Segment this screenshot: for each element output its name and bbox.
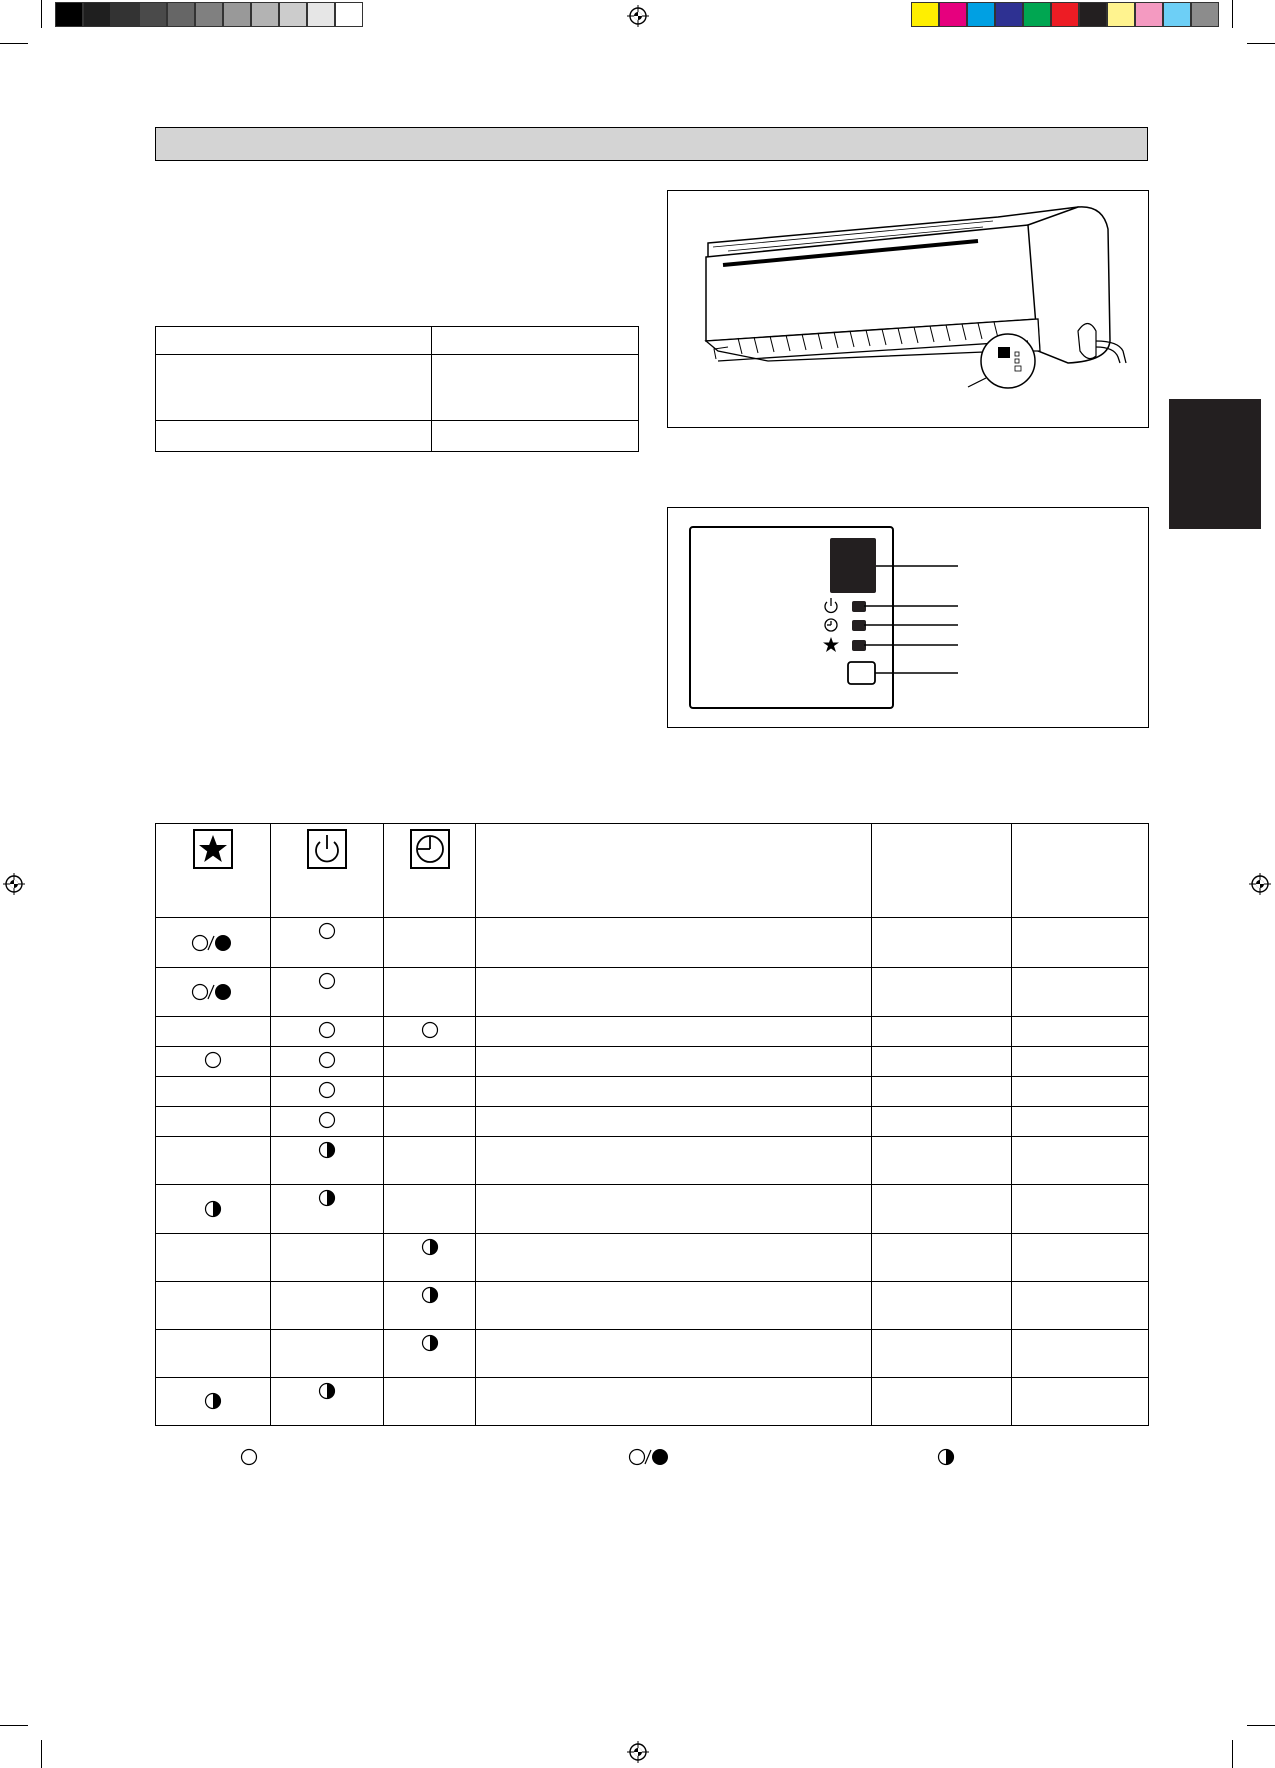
timer-indicator-cell (384, 1281, 476, 1329)
spec-cell (432, 421, 639, 452)
column-5-cell (872, 1077, 1012, 1107)
power-indicator-cell (271, 1077, 384, 1107)
star-icon (193, 829, 233, 869)
star-column-header (156, 824, 271, 918)
column-5-cell (872, 1047, 1012, 1077)
description-cell (476, 1377, 872, 1425)
description-cell (476, 1017, 872, 1047)
star-indicator-cell (156, 968, 271, 1017)
description-cell (476, 1329, 872, 1377)
power-indicator-cell (271, 1329, 384, 1377)
power-indicator-cell (271, 968, 384, 1017)
power-column-header (271, 824, 384, 918)
table-row (156, 1377, 1149, 1425)
description-cell (476, 1047, 872, 1077)
column-6-cell (1012, 1377, 1149, 1425)
half-filled-circle-icon (421, 1238, 439, 1256)
column-6-cell (1012, 918, 1149, 968)
open-circle-icon (318, 922, 336, 940)
gray-swatch (83, 2, 111, 27)
star-indicator-cell (156, 1329, 271, 1377)
open-circle-icon (318, 1081, 336, 1099)
description-cell (476, 968, 872, 1017)
table-row (156, 1047, 1149, 1077)
half-filled-circle-icon (421, 1286, 439, 1304)
column-5-cell (872, 1377, 1012, 1425)
timer-indicator-cell (384, 1077, 476, 1107)
open-circle-icon (318, 1051, 336, 1069)
registration-mark-icon (3, 873, 25, 895)
table-row (156, 1185, 1149, 1233)
color-swatch (1023, 2, 1051, 27)
timer-indicator-cell (384, 1329, 476, 1377)
gray-swatch (167, 2, 195, 27)
power-indicator-cell (271, 1281, 384, 1329)
column-5-cell (872, 1281, 1012, 1329)
column-5-cell (872, 1137, 1012, 1185)
table-row (156, 1017, 1149, 1047)
column-5-cell (872, 918, 1012, 968)
open-circle-icon (318, 1111, 336, 1129)
description-column-header (476, 824, 872, 918)
spec-cell (156, 327, 432, 355)
registration-mark-icon (627, 1741, 649, 1763)
column-5-cell (872, 1017, 1012, 1047)
star-indicator-cell (156, 1107, 271, 1137)
column-6-cell (1012, 1233, 1149, 1281)
half-filled-circle-icon (204, 1200, 222, 1218)
indicator-status-table (155, 823, 1149, 1426)
description-cell (476, 918, 872, 968)
column-5-header (872, 824, 1012, 918)
table-row (156, 968, 1149, 1017)
timer-indicator-cell (384, 1377, 476, 1425)
spec-cell (432, 327, 639, 355)
power-indicator-cell (271, 1017, 384, 1047)
description-cell (476, 1077, 872, 1107)
registration-mark-icon (1249, 873, 1271, 895)
power-icon (307, 829, 347, 869)
gray-swatch (251, 2, 279, 27)
power-indicator-cell (271, 918, 384, 968)
star-indicator-cell (156, 1077, 271, 1107)
timer-indicator-cell (384, 918, 476, 968)
column-6-header (1012, 824, 1149, 918)
gray-swatch (335, 2, 363, 27)
spec-cell (156, 421, 432, 452)
star-indicator-cell (156, 1047, 271, 1077)
color-swatch (1163, 2, 1191, 27)
color-swatch (1051, 2, 1079, 27)
table-header-row (156, 824, 1149, 918)
open-circle-icon (421, 1021, 439, 1039)
gray-swatch (55, 2, 83, 27)
legend-flashing (937, 1448, 955, 1471)
table-row (156, 1281, 1149, 1329)
column-5-cell (872, 1185, 1012, 1233)
half-filled-circle-icon (318, 1189, 336, 1207)
half-filled-circle-icon (318, 1382, 336, 1400)
color-swatch (911, 2, 939, 27)
chapter-side-tab (1169, 399, 1261, 529)
description-cell (476, 1137, 872, 1185)
power-indicator-cell (271, 1137, 384, 1185)
crop-mark (1247, 43, 1275, 44)
indicator-panel-illustration (668, 508, 1148, 727)
color-swatch (1135, 2, 1163, 27)
timer-indicator-cell (384, 1185, 476, 1233)
open-circle-icon (318, 1021, 336, 1039)
legend-off (240, 1448, 258, 1471)
description-cell (476, 1233, 872, 1281)
star-indicator-cell (156, 918, 271, 968)
column-6-cell (1012, 1281, 1149, 1329)
table-row (156, 1137, 1149, 1185)
timer-column-header (384, 824, 476, 918)
spec-cell (156, 355, 432, 421)
open-or-filled-circle-icon (628, 1447, 672, 1467)
gray-swatch (139, 2, 167, 27)
description-cell (476, 1107, 872, 1137)
column-6-cell (1012, 968, 1149, 1017)
star-indicator-cell (156, 1377, 271, 1425)
open-or-filled-circle-icon (191, 933, 235, 953)
gray-swatch (307, 2, 335, 27)
half-filled-circle-icon (421, 1334, 439, 1352)
crop-mark (1232, 1740, 1233, 1768)
star-indicator-cell (156, 1281, 271, 1329)
color-swatch (995, 2, 1023, 27)
crop-mark (0, 1725, 28, 1726)
crop-mark (1247, 1725, 1275, 1726)
column-5-cell (872, 1329, 1012, 1377)
power-indicator-cell (271, 1233, 384, 1281)
spec-table (155, 326, 639, 452)
color-swatch (1191, 2, 1219, 27)
section-title-bar (155, 127, 1148, 161)
column-6-cell (1012, 1047, 1149, 1077)
star-indicator-cell (156, 1233, 271, 1281)
timer-indicator-cell (384, 1233, 476, 1281)
legend-on-off (628, 1447, 672, 1472)
air-conditioner-illustration (668, 191, 1148, 427)
column-6-cell (1012, 1137, 1149, 1185)
table-row (156, 1329, 1149, 1377)
table-row (156, 1233, 1149, 1281)
open-circle-icon (204, 1051, 222, 1069)
column-5-cell (872, 1233, 1012, 1281)
star-indicator-cell (156, 1185, 271, 1233)
table-row (156, 1077, 1149, 1107)
column-6-cell (1012, 1107, 1149, 1137)
gray-swatch (279, 2, 307, 27)
column-6-cell (1012, 1329, 1149, 1377)
gray-swatch (223, 2, 251, 27)
description-cell (476, 1281, 872, 1329)
indoor-unit-figure (667, 190, 1149, 428)
half-filled-circle-icon (318, 1141, 336, 1159)
crop-mark (1232, 0, 1233, 28)
star-indicator-cell (156, 1137, 271, 1185)
timer-indicator-cell (384, 968, 476, 1017)
table-row (156, 918, 1149, 968)
power-indicator-cell (271, 1107, 384, 1137)
indicator-panel-figure (667, 507, 1149, 728)
crop-mark (41, 0, 42, 28)
gray-swatch (195, 2, 223, 27)
half-filled-circle-icon (204, 1392, 222, 1410)
color-swatch (939, 2, 967, 27)
column-5-cell (872, 1107, 1012, 1137)
star-indicator-cell (156, 1017, 271, 1047)
spec-cell (432, 355, 639, 421)
table-row (156, 1107, 1149, 1137)
gray-swatch (111, 2, 139, 27)
color-swatch (1079, 2, 1107, 27)
column-6-cell (1012, 1077, 1149, 1107)
timer-indicator-cell (384, 1047, 476, 1077)
column-5-cell (872, 968, 1012, 1017)
timer-clock-icon (410, 829, 450, 869)
open-or-filled-circle-icon (191, 982, 235, 1002)
half-filled-circle-icon (937, 1448, 955, 1466)
open-circle-icon (240, 1448, 258, 1466)
description-cell (476, 1185, 872, 1233)
timer-indicator-cell (384, 1107, 476, 1137)
crop-mark (0, 43, 28, 44)
registration-mark-icon (627, 5, 649, 27)
power-indicator-cell (271, 1185, 384, 1233)
timer-indicator-cell (384, 1137, 476, 1185)
open-circle-icon (318, 972, 336, 990)
column-6-cell (1012, 1185, 1149, 1233)
crop-mark (41, 1740, 42, 1768)
power-indicator-cell (271, 1047, 384, 1077)
column-6-cell (1012, 1017, 1149, 1047)
color-swatch (1107, 2, 1135, 27)
color-swatch (967, 2, 995, 27)
power-indicator-cell (271, 1377, 384, 1425)
timer-indicator-cell (384, 1017, 476, 1047)
